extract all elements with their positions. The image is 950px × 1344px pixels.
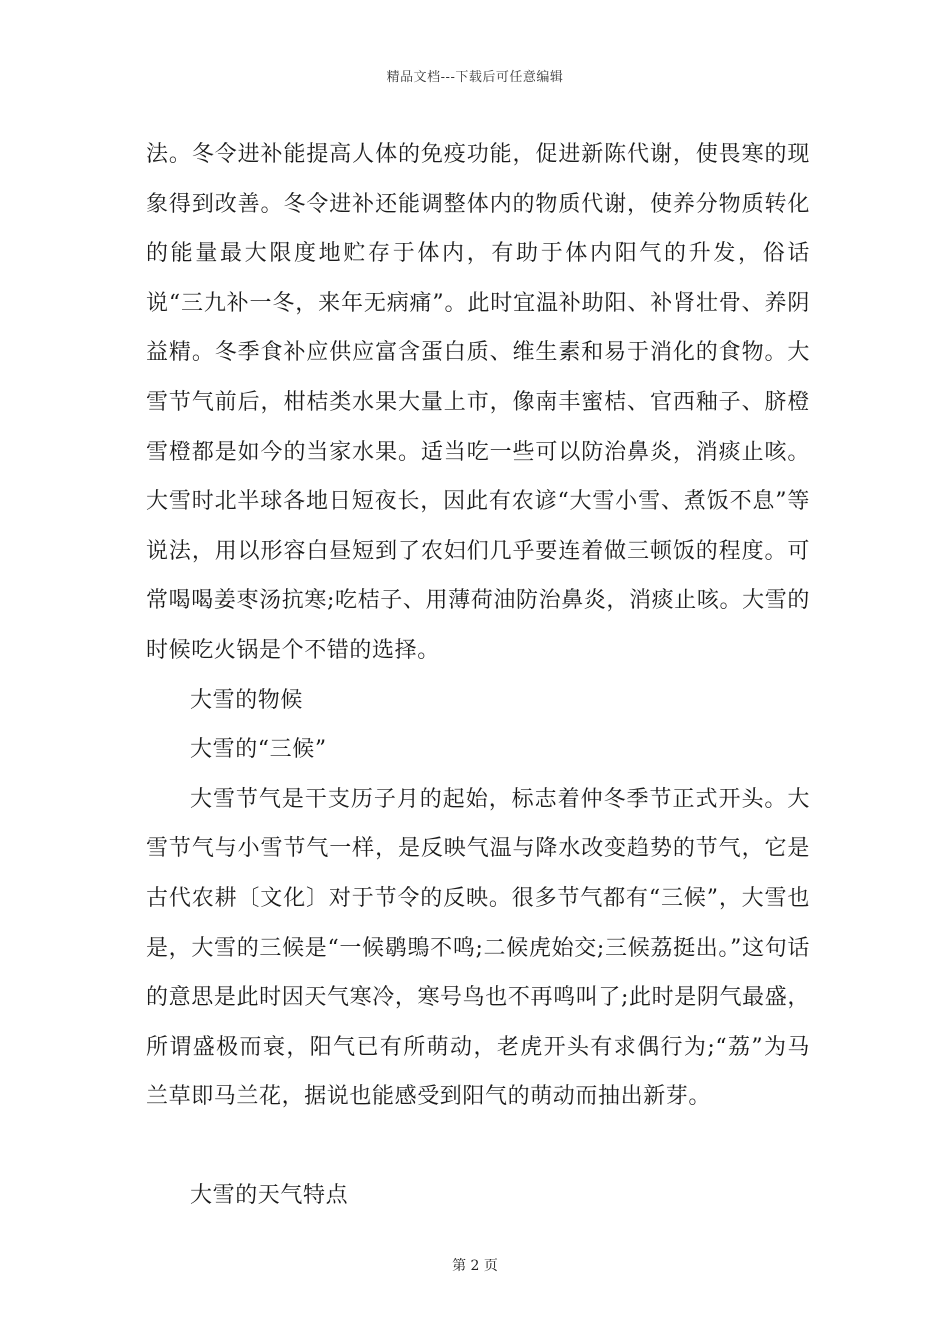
paragraph-winter-tonic: 法。冬令进补能提高人体的免疫功能，促进新陈代谢，使畏寒的现象得到改善。冬令进补还能调整体内的物质代谢，使养分物质转化的能量最大限度地贮存于体内，有助于体内阳气的升发，俗话说“三九补一冬，来年无病痛”。此时宜温补助阳、补肾壮骨、养阴益精。冬季食补应供应富含蛋白质、维生素和易于消化的食物。大雪节气前后，柑桔类水果大量上市，像南丰蜜桔、官西釉子、脐橙雪橙都是如今的当家水果。适当吃一些可以防治鼻炎，消痰止咳。大雪时北半球各地日短夜长，因此有农谚“大雪小雪、煮饭不息”等说法，用以形容白昼短到了农妇们几乎要连着做三顿饭的程度。可常喝喝姜枣汤抗寒;吃桔子、用薄荷油防治鼻炎，消痰止咳。大雪的时候吃火锅是个不错的选择。	[146, 142, 810, 663]
document-body	[146, 130, 810, 1221]
section-heading-three-periods: 大雪的“三候”	[190, 737, 327, 763]
section-heading-weather: 大雪的天气特点	[190, 1183, 349, 1209]
section-heading-phenology: 大雪的物候	[190, 687, 304, 713]
paragraph-three-periods: 大雪节气是干支历子月的起始，标志着仲冬季节正式开头。大雪节气与小雪节气一样，是反映气温与降水改变趋势的节气，它是古代农耕〔文化〕对于节令的反映。很多节气都有“三候”，大雪也是，大雪的三候是“一候鹖鴠不鸣;二候虎始交;三候荔挺出。”这句话的意思是此时因天气寒冷，寒号鸟也不再鸣叫了;此时是阴气最盛，所谓盛极而衰，阳气已有所萌动，老虎开头有求偶行为;“荔”为马兰草即马兰花，据说也能感受到阳气的萌动而抽出新芽。	[146, 786, 810, 1110]
page-number: 第 2 页	[452, 1258, 498, 1274]
blank-line	[146, 1122, 810, 1172]
page-header: 精品文档---下载后可任意编辑	[386, 70, 564, 85]
